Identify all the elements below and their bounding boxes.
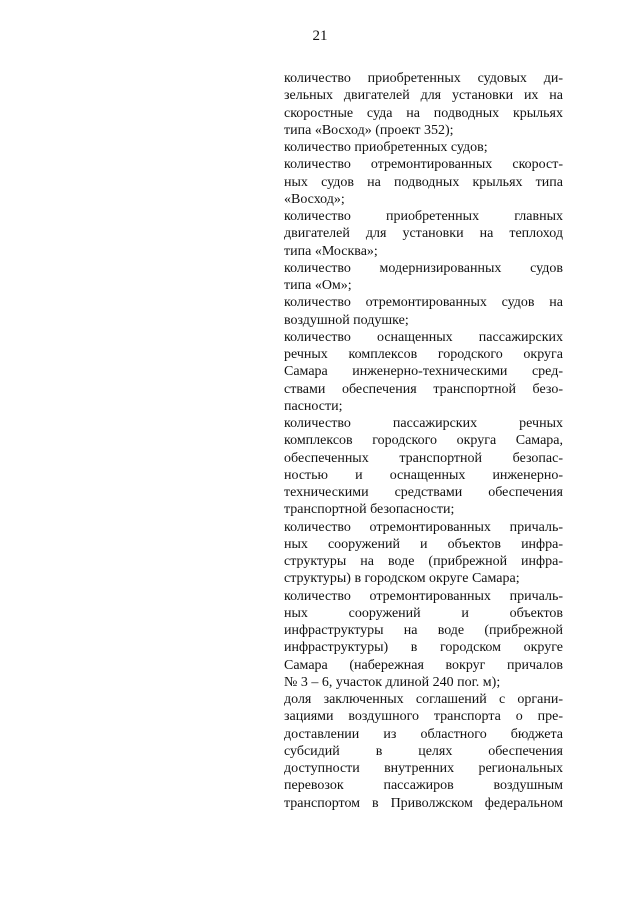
text-line: зельных двигателей для установки их на [284,88,563,104]
text-line: типа «Ом»; [284,278,352,293]
text-line: комплексов городского округа Самара, [284,433,563,449]
text-line: количество приобретенных судов; [284,140,488,155]
text-line: структуры) в городском округе Самара; [284,571,520,587]
text-line: № 3 – 6, участок длиной 240 пог. м); [284,674,501,690]
text-line: пасности; [284,398,343,414]
text-line: количество отремонтированных причаль- [284,519,563,535]
text-line: транспортной безопасности; [284,502,455,518]
text-line: перевозок пассажиров воздушным [284,778,563,794]
text-line: количество приобретенных судовых ди- [284,71,563,86]
text-line: скоростные суда на подводных крыльях [284,105,563,121]
body-text-column [284,70,563,812]
text-line: транспортом в Приволжском федеральном [284,795,563,811]
text-line: количество модернизированных судов [284,260,563,276]
text-line: количество пассажирских речных [284,416,563,431]
text-line: количество отремонтированных причаль- [284,588,563,604]
text-line: Самара (набережная вокруг причалов [284,657,563,673]
text-line: техническими средствами обеспечения [284,485,563,500]
text-line: инфраструктуры на воде (прибрежной [284,623,563,638]
text-line: доставлении из областного бюджета [284,726,563,742]
text-line: двигателей для установки на теплоход [284,226,563,242]
page-number: 21 [312,28,328,44]
text-line: «Восход»; [284,191,345,207]
text-line: количество оснащенных пассажирских [284,329,563,345]
text-line: количество приобретенных главных [284,209,563,224]
text-line: обеспеченных транспортной безопас- [284,450,563,466]
text-line: структуры на воде (прибрежной инфра- [284,554,563,569]
text-line: субсидий в целях обеспечения [284,743,563,759]
text-line: ных судов на подводных крыльях типа [284,174,563,190]
text-line: речных комплексов городского округа [284,347,563,362]
text-line: типа «Восход» (проект 352); [284,122,454,138]
text-line: зациями воздушного транспорта о пре- [284,709,563,725]
text-line: Самара инженерно-техническими сред- [284,364,563,380]
text-line: ных сооружений и объектов [284,605,563,621]
text-line: доля заключенных соглашений с органи- [284,692,563,707]
text-line: ствами обеспечения транспортной безо- [284,381,563,397]
text-line: воздушной подушке; [284,312,409,328]
text-line: типа «Москва»; [284,243,378,259]
text-line: ностью и оснащенных инженерно- [284,467,563,483]
text-line: количество отремонтированных скорост- [284,157,563,173]
text-line: инфраструктуры) в городском округе [284,640,563,656]
text-line: доступности внутренних региональных [284,761,563,776]
text-line: ных сооружений и объектов инфра- [284,536,563,552]
text-line: количество отремонтированных судов на [284,295,563,311]
